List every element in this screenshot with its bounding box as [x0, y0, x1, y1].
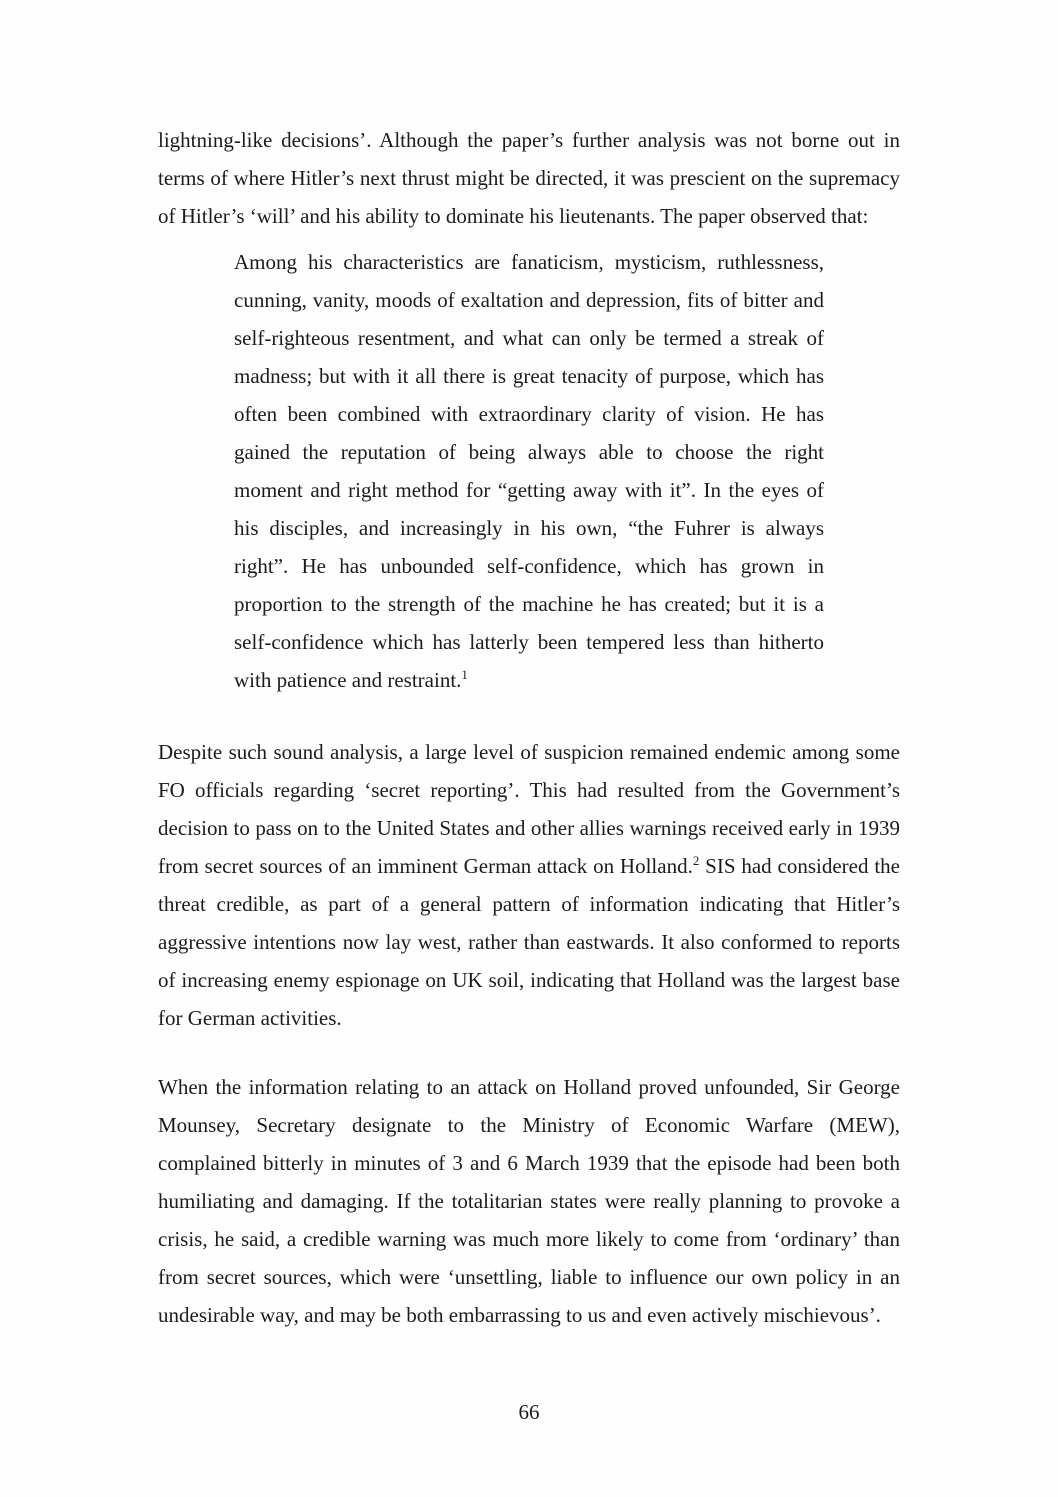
paragraph-2	[158, 733, 900, 1037]
footnote-marker-1: 1	[461, 667, 468, 682]
page-footer	[0, 1400, 1058, 1424]
paragraph-2-part-1: Despite such sound analysis, a large level of suspicion remained endemic among some FO officials regarding ‘secret reporting’. This had resulted from the Government’s decision to pass on to the United States and other allies warnings received early in 1939 from secret sources of an imminent German attack on Holland.	[158, 740, 900, 878]
paragraph-1: lightning-like decisions’. Although the paper’s further analysis was not borne out in terms of where Hitler’s next thrust might be directed, it was prescient on the supremacy of Hitler’s ‘will’ and his ability to dominate his lieutenants. The paper observed that:	[158, 128, 900, 228]
page-number: 66	[518, 1400, 540, 1424]
block-quote	[234, 243, 824, 699]
footnote-marker-2: 2	[692, 853, 700, 868]
paragraph-2-part-2: SIS had considered the threat credible, as part of a general pattern of information indicating that Hitler’s aggressive intentions now lay west, rather than eastwards. It also conformed to reports of increasing enemy espionage on UK soil, indicating that Holland was the largest base for German activities.	[158, 854, 900, 1030]
paragraph-3: When the information relating to an attack on Holland proved unfounded, Sir George Mounsey, Secretary designate to the Ministry of Economic Warfare (MEW), complained bitterly in minutes of 3 and 6 March 1939 that the episode had been both humiliating and damaging. If the totalitarian states were really planning to provoke a crisis, he said, a credible warning was much more likely to come from ‘ordinary’ than from secret sources, which were ‘unsettling, liable to influence our own policy in an undesirable way, and may be both embarrassing to us and even actively mischievous’.	[158, 1075, 900, 1327]
block-quote-text: Among his characteristics are fanaticism, mysticism, ruthlessness, cunning, vanity, moods of exaltation and depression, fits of bitter and self-righteous resentment, and what can only be termed a streak of madness; but with it all there is great tenacity of purpose, which has often been combined with extraordinary clarity of vision. He has gained the reputation of being always able to choose the right moment and right method for “getting away with it”. In the eyes of his disciples, and increasingly in his own, “the Fuhrer is always right”. He has unbounded self-confidence, which has grown in proportion to the strength of the machine he has created; but it is a self-confidence which has latterly been tempered less than hitherto with patience and restraint.	[234, 250, 824, 692]
